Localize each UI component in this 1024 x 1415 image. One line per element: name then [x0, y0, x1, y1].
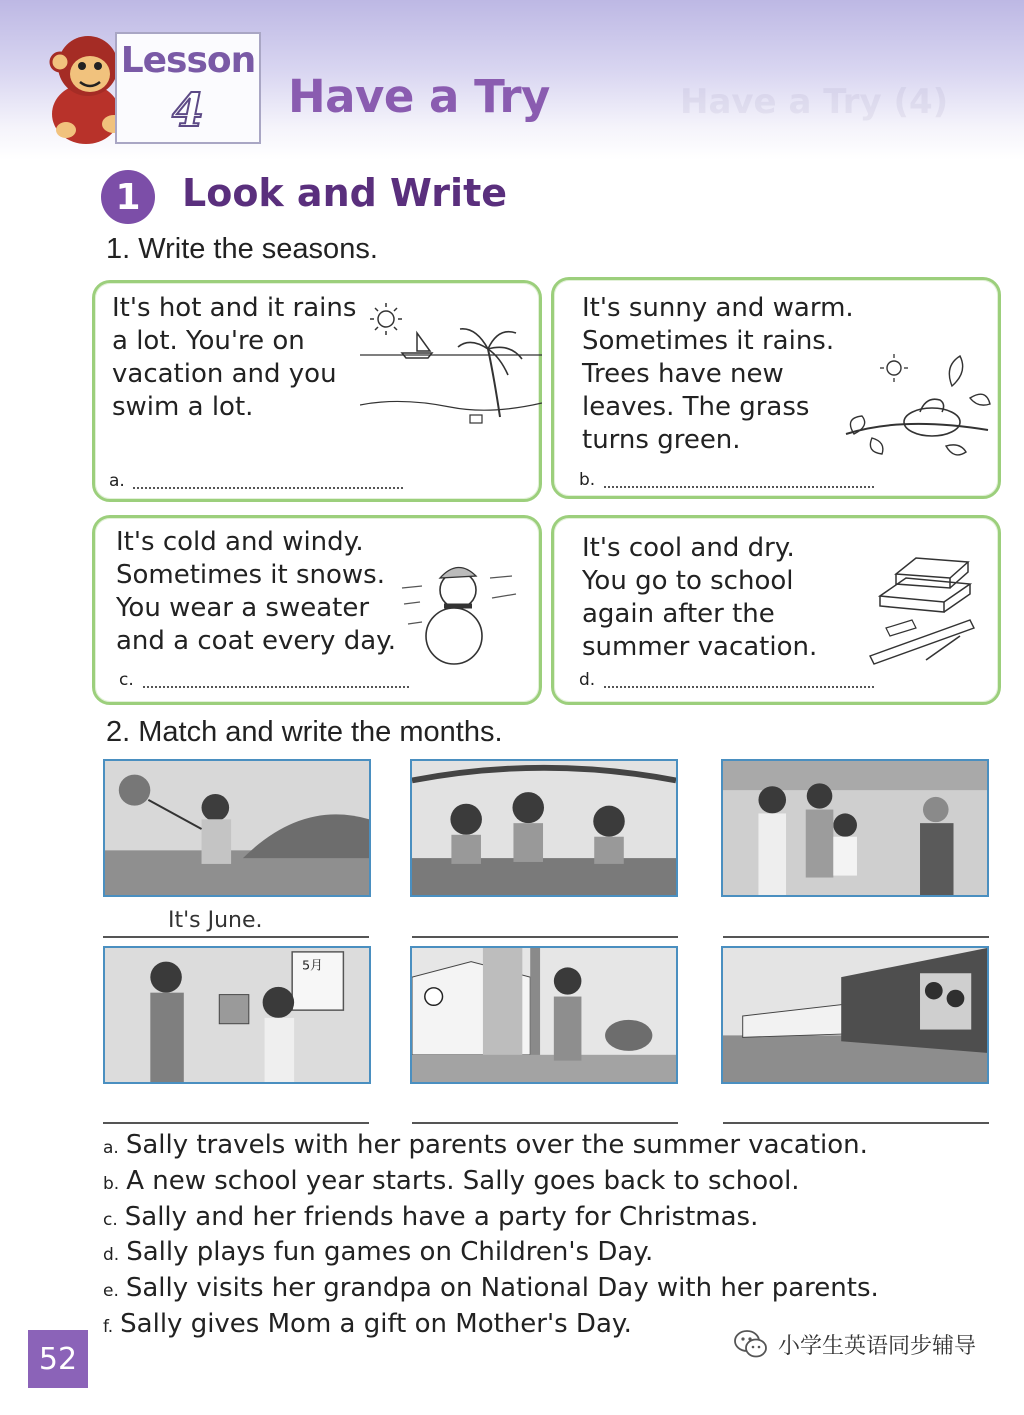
answer-line-5[interactable] [412, 1122, 678, 1124]
card-c-answer-line[interactable] [143, 686, 409, 688]
books-icon [866, 544, 986, 668]
watermark-text: 小学生英语同步辅导 [778, 1333, 977, 1359]
sentence-text: Sally plays fun games on Children's Day. [126, 1237, 654, 1267]
lesson-badge [115, 32, 261, 144]
card-a-answer-line[interactable] [133, 487, 403, 489]
wechat-icon [734, 1329, 768, 1359]
sentence-f [103, 1309, 632, 1339]
answer-line-3[interactable] [723, 936, 989, 938]
card-b-answer-line[interactable] [604, 486, 874, 488]
season-card-b [551, 277, 1001, 499]
sentence-text: Sally visits her grandpa on National Day with her parents. [125, 1273, 879, 1303]
answer-line-2[interactable] [412, 936, 678, 938]
season-card-d [551, 515, 1001, 705]
sentence-a [103, 1130, 868, 1160]
picture-kite-game [103, 759, 371, 897]
sentence-letter: d. [103, 1245, 120, 1265]
lesson-word: Lesson [120, 40, 256, 81]
page-title: Have a Try [288, 70, 550, 123]
season-card-c [92, 515, 542, 705]
season-card-a [92, 280, 542, 502]
card-a-letter: a. [109, 471, 125, 491]
show-through-title: Have a Try (4) [680, 82, 949, 122]
question-2-heading: 2. Match and write the months. [106, 716, 503, 748]
sentence-letter: f. [103, 1317, 114, 1337]
card-d-text: It's cool and dry. You go to school again after the summer vacation. [582, 533, 818, 662]
sentence-letter: c. [103, 1210, 118, 1230]
card-c-letter: c. [119, 670, 134, 690]
sentence-letter: b. [103, 1174, 120, 1194]
calendar-label: 5月 [302, 957, 323, 973]
example-answer: It's June. [168, 908, 263, 933]
sentence-b [103, 1166, 800, 1196]
picture-mothers-day-gift [103, 946, 371, 1084]
sentence-text: Sally travels with her parents over the summer vacation. [125, 1130, 868, 1160]
picture-back-to-school [410, 946, 678, 1084]
card-a-text: It's hot and it rains a lot. You're on vacation and you swim a lot. [112, 293, 357, 422]
sentence-e [103, 1273, 879, 1303]
sentence-text: Sally gives Mom a gift on Mother's Day. [120, 1309, 632, 1339]
sentence-text: A new school year starts. Sally goes back to school. [126, 1166, 800, 1196]
sentence-c [103, 1202, 758, 1232]
picture-train-trip [721, 946, 989, 1084]
wechat-watermark [734, 1326, 976, 1362]
card-d-answer-line[interactable] [604, 686, 874, 688]
card-b-letter: b. [579, 470, 596, 490]
picture-christmas-party [410, 759, 678, 897]
card-b-text: It's sunny and warm. Sometimes it rains. Trees have new leaves. The grass turns green. [582, 293, 854, 455]
card-c-text: It's cold and windy. Sometimes it snows. You wear a sweater and a coat every day. [116, 527, 397, 656]
sentence-d [103, 1237, 653, 1267]
page-number: 52 [28, 1330, 88, 1388]
answer-line-6[interactable] [723, 1122, 989, 1124]
picture-visit-grandpa [721, 759, 989, 897]
card-d-letter: d. [579, 670, 596, 690]
beach-icon [360, 297, 542, 435]
sentence-letter: e. [103, 1281, 119, 1301]
answer-line-4[interactable] [103, 1122, 369, 1124]
bird-nest-icon [842, 346, 992, 464]
answer-line-1[interactable] [103, 936, 369, 938]
snowman-icon [400, 548, 520, 668]
sentence-letter: a. [103, 1138, 119, 1158]
section-title: Look and Write [182, 171, 508, 215]
lesson-number: 4 [171, 83, 204, 137]
section-number-badge: 1 [101, 170, 155, 224]
question-1-heading: 1. Write the seasons. [106, 233, 378, 265]
sentence-text: Sally and her friends have a party for Christmas. [124, 1202, 759, 1232]
